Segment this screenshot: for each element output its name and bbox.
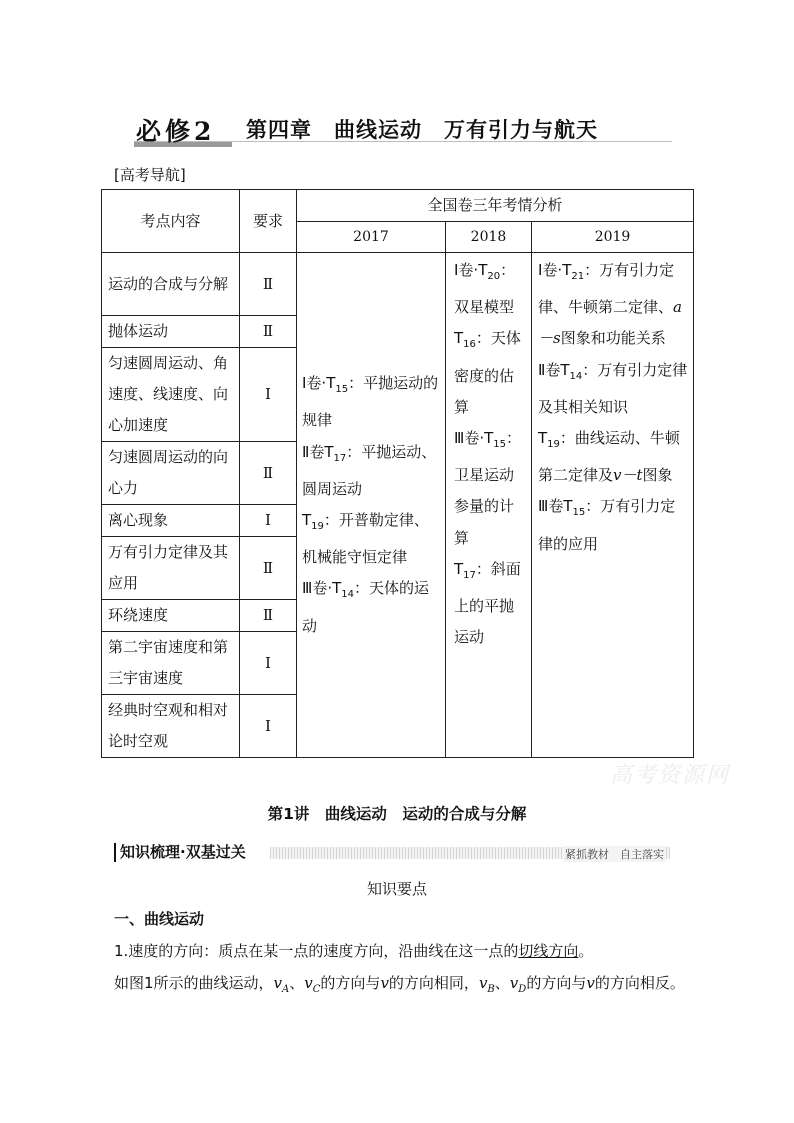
topic-cell: 离心现象 — [102, 505, 240, 537]
topic-cell: 抛体运动 — [102, 316, 240, 348]
lecture-title: 第1讲 曲线运动 运动的合成与分解 — [267, 805, 527, 823]
header-analysis: 全国卷三年考情分析 — [297, 190, 694, 222]
topic-cell: 匀速圆周运动的向心力 — [102, 442, 240, 505]
header-requirement: 要求 — [240, 190, 297, 253]
requirement-cell: Ⅱ — [240, 537, 297, 600]
requirement-cell: Ⅱ — [240, 442, 297, 505]
book-label: 必修2 — [136, 117, 216, 146]
header-year-2019: 2019 — [532, 222, 694, 253]
nav-label: [高考导航] — [114, 166, 186, 184]
requirement-cell: Ⅰ — [240, 348, 297, 442]
table-row — [102, 253, 694, 316]
paragraph-velocity-direction: 1.速度的方向：质点在某一点的速度方向，沿曲线在这一点的切线方向。 — [114, 942, 594, 960]
topic-cell: 经典时空观和相对论时空观 — [102, 695, 240, 758]
section-banner — [114, 843, 670, 862]
topic-cell: 运动的合成与分解 — [102, 253, 240, 316]
analysis-2018: Ⅰ卷$\cdot T_{20}$：双星模型 $T_{16}$：天体密度的估算 Ⅲ卷$\cdot T_{15}$：卫星运动参量的计算 $T_{17}$：斜面上的平抛运动 — [446, 253, 532, 758]
section-heading: 一、曲线运动 — [114, 910, 205, 928]
header-topic: 考点内容 — [102, 190, 240, 253]
banner-subtitle: 紧抓教材 自主落实 — [565, 848, 664, 861]
analysis-2019: Ⅰ卷$\cdot T_{21}$：万有引力定律、牛顿第二定律、a－s图象和功能关系 Ⅱ卷$T_{14}$：万有引力定律及其相关知识 $T_{19}$：曲线运动、牛顿第二定律及v－t图象 Ⅲ卷$T_{15}$：万有引力定律的应用 — [532, 253, 694, 758]
underlined-term: 切线方向 — [518, 942, 579, 960]
topic-cell: 环绕速度 — [102, 600, 240, 632]
requirement-cell: Ⅰ — [240, 695, 297, 758]
requirement-cell: Ⅱ — [240, 600, 297, 632]
watermark: 高考资源网 — [610, 763, 731, 788]
topic-cell: 匀速圆周运动、角速度、线速度、向心加速度 — [102, 348, 240, 442]
requirement-cell: Ⅱ — [240, 253, 297, 316]
paragraph-figure-description: 如图1所示的曲线运动，$v_A$、$v_C$的方向与v的方向相同，$v_B$、$v_D$的方向与v的方向相反。 — [114, 974, 685, 995]
header-year-2017: 2017 — [297, 222, 446, 253]
requirement-cell: Ⅱ — [240, 316, 297, 348]
knowledge-points-heading: 知识要点 — [366, 880, 427, 898]
requirement-cell: Ⅰ — [240, 632, 297, 695]
exam-analysis-table — [101, 189, 694, 758]
header-year-2018: 2018 — [446, 222, 532, 253]
analysis-2017: Ⅰ卷$\cdot T_{15}$：平抛运动的规律 Ⅱ卷$T_{17}$：平抛运动、圆周运动 $T_{19}$：开普勒定律、机械能守恒定律 Ⅲ卷$\cdot T_{14}$：天体的运动 — [297, 253, 446, 758]
chapter-title: 第四章 曲线运动 万有引力与航天 — [246, 117, 598, 142]
topic-cell: 万有引力定律及其应用 — [102, 537, 240, 600]
topic-cell: 第二宇宙速度和第三宇宙速度 — [102, 632, 240, 695]
requirement-cell: Ⅰ — [240, 505, 297, 537]
banner-title: 知识梳理·双基过关 — [114, 843, 246, 862]
